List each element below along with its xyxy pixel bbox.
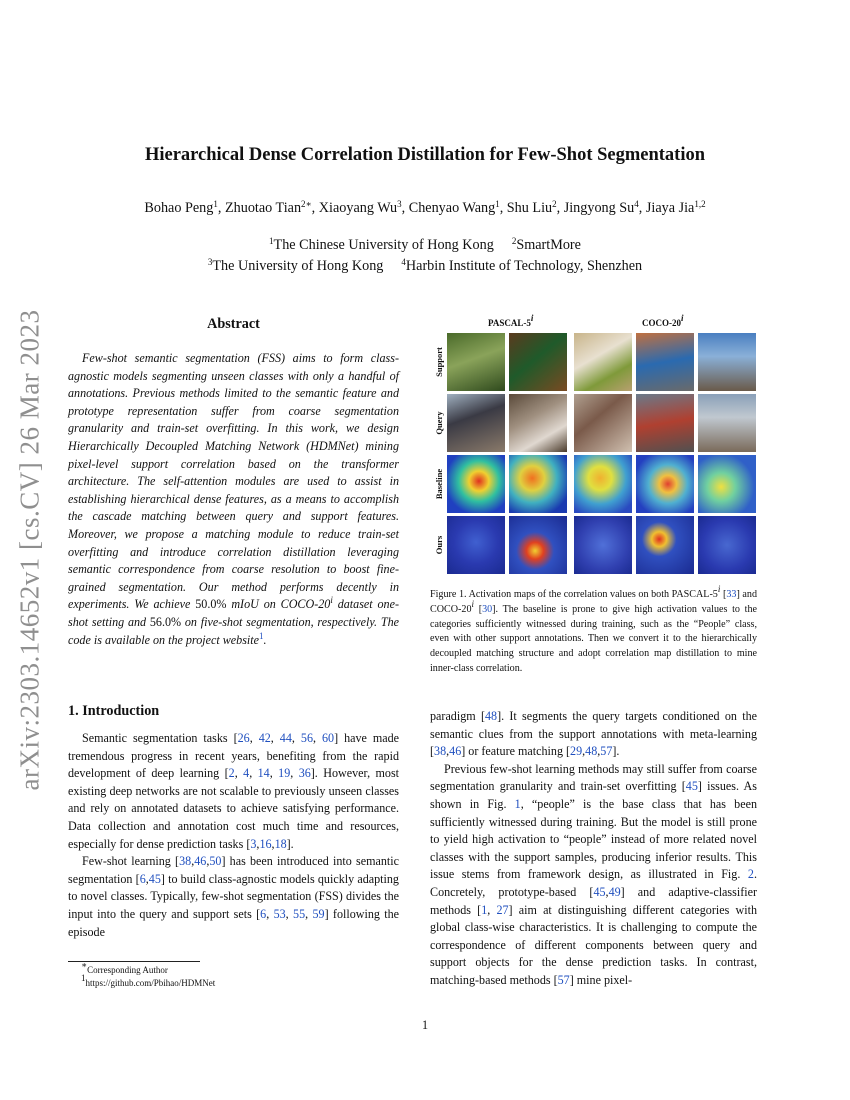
- text-run: ] to build class-agnostic models quickly adapting to novel classes. Typically, few-shot segmentation (FSS) divides the input into the query and support sets [: [68, 871, 399, 921]
- paragraph: [430, 761, 757, 990]
- affiliation-line-1: [40, 237, 810, 254]
- arxiv-stamp-text: arXiv:2303.14652v1 [cs.CV] 26 Mar 2023: [14, 309, 45, 791]
- figure-image-ours: [509, 516, 567, 574]
- text-run: ,: [305, 906, 313, 921]
- text-run: ,: [145, 871, 149, 886]
- affiliation-mark: 4: [401, 257, 406, 267]
- citation-link[interactable]: 45: [148, 871, 161, 886]
- citation-link[interactable]: 57: [600, 744, 613, 759]
- text-run: ,: [290, 766, 299, 781]
- figure-image-support: [698, 333, 756, 391]
- text-run: ]. However, most existing deep networks are not scalable to previously unseen classes and rely on annotated datasets to achieve satisfying performance. Data collection and annotation cost much time and resources, especially for dense prediction tasks [: [68, 766, 400, 851]
- citation-link[interactable]: 46: [194, 854, 207, 869]
- text-run: ,: [582, 744, 586, 759]
- citation-link[interactable]: 27: [496, 902, 509, 917]
- figure-image-baseline: [447, 455, 505, 513]
- abstract-miou-one-shot: 50.0%: [195, 597, 227, 612]
- row-label-support: Support: [434, 347, 444, 377]
- text-run: ,: [597, 744, 601, 759]
- text-run: ] mine pixel-: [569, 972, 633, 987]
- text-run: ,: [270, 731, 280, 745]
- text-run: ,: [269, 766, 279, 781]
- figure-image-query: [447, 394, 505, 452]
- citation-link[interactable]: 4: [243, 766, 250, 781]
- figure-caption: Figure 1. Activation maps of the correlation values on both PASCAL-5$^i$ [33] and COCO-20$^i$ [30]. The baseline is prone to give high activation values to the categories sufficiently witnessed during training, such as the “People” class, even with other support annotations. Then we convert it to the hierarchically decoupled matching structure and adopt correlation map distillation to mine inner-class correlation.: [430, 584, 757, 674]
- figure-1: [432, 313, 758, 580]
- author-list: Bohao Peng$^1$, Zhuotao Tian$^{2∗}$, Xiaoyang Wu$^3$, Chenyao Wang$^1$, Shu Liu$^2$, Jingyong Su$^4$, Jiaya Jia$^{1,2}$: [144, 199, 706, 216]
- affiliation-name: The Chinese University of Hong Kong: [273, 237, 494, 253]
- figure-image-query: [509, 394, 567, 452]
- citation-link[interactable]: 46: [449, 744, 462, 759]
- figure-image-query: [636, 394, 694, 452]
- author-affiliation-mark: 3: [397, 199, 402, 209]
- affiliation-name: The University of Hong Kong: [212, 258, 384, 274]
- citation-link[interactable]: 38: [434, 744, 447, 759]
- figure-image-baseline: [509, 455, 567, 513]
- text-run: Semantic segmentation tasks [: [82, 731, 238, 745]
- abstract-miou-five-shot: 56.0%: [149, 614, 182, 629]
- text-run: ].: [612, 744, 620, 759]
- text-run: ,: [291, 731, 301, 745]
- text-run: ] following the episode: [68, 906, 400, 939]
- affiliation: [269, 237, 494, 253]
- row-label-baseline: Baseline: [434, 468, 444, 500]
- text-run: ].: [286, 836, 294, 851]
- text-run: ,: [285, 906, 294, 921]
- text-run: , “people” is the base class that has been sufficiently witnessed during training. But the model is still prone to yield high activation to “people” instead of more related novel classes with the support samples, producing inferior results. This issue stems from framework design, as illustrated in Fig.: [430, 796, 758, 882]
- figure-image-ours: [636, 516, 694, 574]
- text-run: ,: [446, 744, 450, 759]
- citation-link[interactable]: 33: [726, 589, 737, 600]
- abstract-body: Few-shot semantic segmentation (FSS) aims to form class-agnostic models segmenting unseen classes with only a handful of annotations. Previous methods limited to the semantic feature and prototype representation suffer from coarse segmentation granularity and train-set overfitting. In this work, we design Hierarchically Decoupled Matching Network (HDMNet) mining pixel-level support correlation based on the transformer architecture. The self-attention modules are used to assist in establishing hierarchical dense features, as a means to accomplish the cascade matching between query and support features. Moreover, we propose a matching module to reduce train-set overfitting and introduce correlation distillation leveraging semantic correspondence from coarse resolution to boost fine-grained segmentation. Our method performs decently in experiments. We achieve 50.0% mIoU on COCO-20$^i$ dataset one-shot setting and 56.0% on five-shot segmentation, respectively. The code is available on the project website$^1$.: [68, 351, 399, 647]
- text-run: ,: [191, 854, 195, 869]
- citation-link[interactable]: 45: [593, 884, 606, 899]
- author-affiliation-mark: 4: [634, 199, 639, 209]
- footnote-project-url[interactable]: $^1$https://github.com/Pbihao/HDMNet: [81, 973, 216, 988]
- figure-image-baseline: [698, 455, 756, 513]
- citation-link[interactable]: 29: [570, 744, 583, 759]
- citation-link[interactable]: 56: [300, 731, 313, 745]
- citation-link[interactable]: 57: [557, 972, 570, 987]
- footnote-link[interactable]: 1: [259, 630, 264, 641]
- citation-link[interactable]: 26: [237, 731, 250, 745]
- citation-link[interactable]: 30: [482, 603, 493, 615]
- text-run: ,: [256, 836, 260, 851]
- citation-link[interactable]: 53: [273, 906, 286, 921]
- citation-link[interactable]: 42: [258, 731, 271, 745]
- figure-image-baseline: [574, 455, 632, 513]
- paragraph: [68, 853, 399, 941]
- text-run: ] have made tremendous progress in recent years, benefiting from the rapid development of deep learning [: [68, 731, 400, 781]
- citation-link[interactable]: 14: [257, 766, 270, 781]
- text-run: ,: [271, 836, 275, 851]
- author-affiliation-mark: 2: [552, 199, 557, 209]
- figure-image-baseline: [636, 455, 694, 513]
- text-run: Few-shot learning [: [82, 854, 180, 869]
- author-name: Jingyong Su: [563, 200, 635, 216]
- figure-image-ours: [574, 516, 632, 574]
- figure-image-support: [447, 333, 505, 391]
- arxiv-stamp: [9, 300, 51, 800]
- text-run: ,: [605, 884, 609, 899]
- text-run: ,: [206, 854, 210, 869]
- author-affiliation-mark: 1: [495, 199, 500, 209]
- citation-link[interactable]: 49: [608, 884, 621, 899]
- citation-link[interactable]: 59: [312, 906, 325, 921]
- citation-link[interactable]: 6: [260, 906, 267, 921]
- row-label-ours: Ours: [434, 535, 444, 555]
- figure-image-query: [574, 394, 632, 452]
- text-run: ,: [487, 902, 497, 917]
- text-run: ] aim at distinguishing different categories with global class-wise characteristics. It is challenging to compute the correspondence of different components between query and support objects for the dense prediction tasks. In contrast, matching-based methods [: [430, 902, 757, 987]
- text-run: paradigm [: [430, 709, 485, 723]
- citation-link[interactable]: 50: [209, 854, 222, 869]
- footnote-corresponding-author: ∗Corresponding Author: [81, 960, 168, 975]
- text-run: ] issues. As shown in Fig.: [430, 779, 757, 811]
- author-name: Jiaya Jia: [645, 200, 695, 216]
- affiliation: [512, 237, 581, 253]
- citation-link[interactable]: 60: [321, 731, 335, 745]
- citation-link[interactable]: 3: [250, 836, 257, 851]
- affiliation-mark: 1: [269, 236, 274, 246]
- text-run: ]. It segments the query targets conditioned on the semantic clues from the support annotations with meta-learning [: [430, 709, 757, 759]
- introduction-body: [68, 730, 399, 941]
- author-name: Xiaoyang Wu: [318, 200, 398, 216]
- figure-image-support: [574, 333, 632, 391]
- affiliation-mark: 3: [207, 257, 213, 267]
- text-run: ] and adaptive-classifier methods [: [430, 884, 757, 917]
- figure-image-ours: [698, 516, 756, 574]
- text-run: ,: [312, 731, 322, 745]
- citation-link[interactable]: 48: [585, 744, 598, 759]
- affiliation-name: Harbin Institute of Technology, Shenzhen: [405, 258, 643, 274]
- affiliation-line-2: [40, 258, 810, 275]
- author-name: Bohao Peng: [144, 200, 214, 216]
- affiliation-name: SmartMore: [516, 237, 581, 253]
- citation-link[interactable]: 38: [179, 854, 192, 869]
- citation-link[interactable]: 48: [484, 709, 498, 723]
- author-name: Chenyao Wang: [408, 200, 496, 216]
- text-run: ,: [266, 906, 274, 921]
- figure-image-support: [636, 333, 694, 391]
- affiliation-mark: 2: [511, 236, 517, 246]
- figure-image-support: [509, 333, 567, 391]
- figure-image-query: [698, 394, 756, 452]
- column-header-coco: COCO-20$^i$: [642, 313, 684, 328]
- affiliation: [208, 258, 384, 274]
- citation-link[interactable]: 45: [685, 779, 698, 794]
- citation-link[interactable]: 55: [293, 906, 306, 921]
- citation-link[interactable]: 1: [481, 902, 488, 917]
- row-label-query: Query: [434, 411, 444, 435]
- text-run: Previous few-shot learning methods may still suffer from coarse segmentation granularity and train-set overfitting [: [430, 761, 757, 794]
- affiliation: [401, 258, 642, 274]
- right-column-body: [430, 708, 757, 990]
- text-run: ] has been introduced into semantic segmentation [: [68, 854, 399, 886]
- paragraph: [430, 708, 757, 761]
- citation-link[interactable]: 1: [514, 796, 521, 811]
- author-name: Zhuotao Tian: [224, 200, 302, 216]
- paragraph: [68, 730, 399, 853]
- citation-link[interactable]: 18: [274, 836, 287, 851]
- text-run: . Concretely, prototype-based [: [430, 867, 757, 899]
- author-affiliation-mark: 2∗: [301, 199, 312, 209]
- author-name: Shu Liu: [506, 200, 553, 216]
- citation-link[interactable]: 16: [259, 836, 272, 851]
- paper-title: Hierarchical Dense Correlation Distillation for Few-Shot Segmentation: [144, 145, 706, 165]
- text-run: ,: [249, 731, 259, 745]
- column-header-pascal: PASCAL-5$^i$: [488, 313, 534, 328]
- author-affiliation-mark: 1,2: [694, 199, 706, 209]
- citation-link[interactable]: 2: [747, 867, 754, 882]
- abstract-heading: Abstract: [207, 316, 260, 332]
- citation-link[interactable]: 2: [228, 766, 235, 781]
- citation-link[interactable]: 19: [278, 766, 291, 781]
- section-heading-introduction: 1. Introduction: [68, 703, 160, 719]
- footnote-rule: [68, 961, 200, 962]
- text-run: ,: [249, 766, 258, 781]
- text-run: ] or feature matching [: [461, 744, 571, 759]
- figure-image-ours: [447, 516, 505, 574]
- page-number: 1: [421, 1018, 429, 1032]
- author-affiliation-mark: 1: [213, 199, 218, 209]
- citation-link[interactable]: 36: [298, 766, 311, 781]
- citation-link[interactable]: 44: [279, 731, 292, 745]
- text-run: ,: [234, 766, 244, 781]
- citation-link[interactable]: 6: [139, 871, 146, 886]
